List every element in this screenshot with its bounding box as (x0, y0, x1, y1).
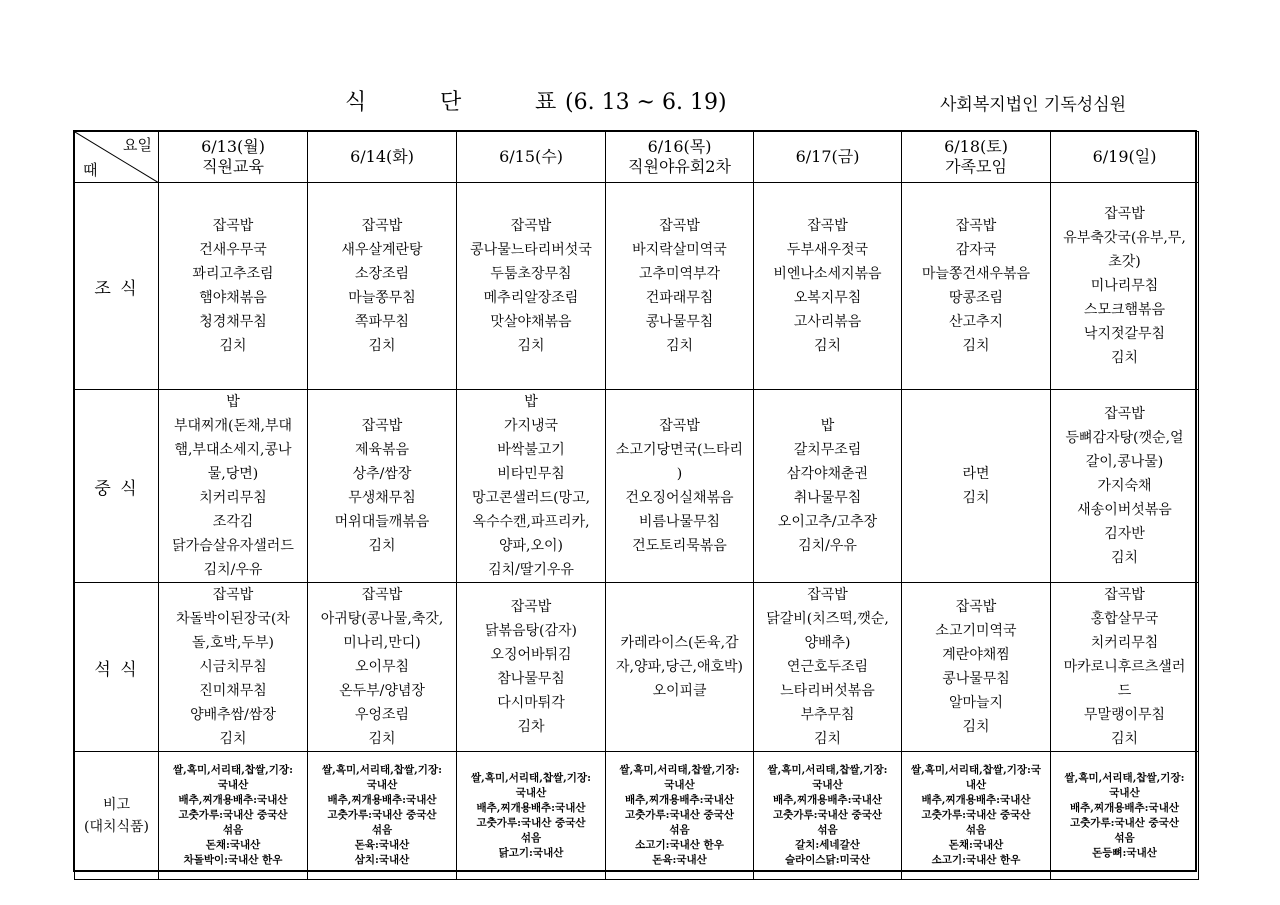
menu-item: 부대찌개(돈채,부대 (173, 418, 293, 434)
menu-item: 비엔나소세지볶음 (773, 266, 882, 282)
menu-item: 땅콩조림 (948, 290, 1004, 306)
note-line: 국내산 (217, 779, 249, 791)
menu-cell-lunch-1 (308, 390, 457, 583)
menu-item: 잡곡밥 (212, 218, 254, 234)
menu-item: 낙지젓갈무침 (1083, 326, 1166, 342)
menu-item: 연근호두조림 (786, 659, 869, 675)
menu-item: 진미채무침 (199, 683, 267, 699)
day-header-1 (308, 132, 457, 183)
note-line: 닭고기:국내산 (498, 846, 564, 859)
menu-item: 등뼈감자탕(깻순,얼 (1065, 430, 1184, 446)
note-line: 고춧가루:국내산 중국산 (921, 809, 1031, 821)
menu-item: 드 (1117, 683, 1132, 699)
menu-item: 머위대들깨볶음 (334, 514, 430, 530)
note-line: 돈채:국내산 (205, 839, 261, 851)
menu-item: 감자국 (955, 242, 997, 258)
note-line: 섞음 (222, 824, 244, 836)
menu-item: 쪽파무침 (354, 314, 410, 330)
menu-item: 무생채무침 (348, 490, 416, 506)
menu-item: 옥수수캔,파프리카, (472, 514, 590, 530)
menu-item: 삼각야채춘권 (786, 466, 869, 482)
day-event: 직원교육 (202, 157, 264, 176)
menu-item: 상추/쌈장 (352, 466, 412, 482)
menu-cell-dinner-2 (457, 583, 606, 752)
menu-item: 시금치무침 (199, 659, 267, 675)
menu-item: 잡곡밥 (361, 418, 403, 434)
note-line: 갈치:세네갈산 (795, 839, 860, 851)
note-line: 쌀,흑미,서리태,찹쌀,기장: (767, 764, 888, 776)
menu-item: 라면 (962, 466, 990, 482)
menu-item: 김치/우유 (203, 562, 263, 578)
meal-row-dinner (75, 583, 1199, 752)
day-date: 6/19(일) (1092, 147, 1157, 166)
menu-cell-breakfast-2 (457, 183, 606, 390)
menu-item: 김치 (219, 338, 247, 354)
menu-item: 취나물무침 (793, 490, 862, 506)
note-line: 고춧가루:국내산 중국산 (178, 809, 288, 821)
day-header-5 (902, 132, 1051, 183)
note-line: 배추,찌개용배추:국내산 (921, 794, 1031, 806)
notes-row (75, 752, 1199, 880)
menu-item: 우엉조림 (354, 707, 410, 723)
note-line: 돈육:국내산 (354, 839, 410, 851)
menu-cell-dinner-3 (606, 583, 754, 752)
note-line: 삼치:국내산 (354, 854, 410, 866)
menu-item: 유부축갓국(유부,무, (1063, 230, 1186, 246)
menu-item: 홍합살무국 (1090, 611, 1159, 627)
menu-item: 소장조림 (354, 266, 410, 282)
menu-cell-dinner-1 (308, 583, 457, 752)
menu-item: 갈이,콩나물) (1085, 454, 1164, 470)
meal-row-lunch (75, 390, 1199, 583)
menu-item: 김치 (368, 731, 396, 747)
menu-item: 무말랭이무침 (1083, 707, 1166, 723)
menu-item: 잡곡밥 (361, 218, 403, 234)
menu-item: 아귀탕(콩나물,축갓, (320, 611, 444, 627)
menu-item: 새우살계란탕 (341, 242, 423, 258)
menu-cell-lunch-2 (457, 390, 606, 583)
menu-item: 돌,호박,두부) (192, 635, 274, 651)
note-line: 고춧가루:국내산 중국산 (625, 809, 734, 821)
menu-item: 두부새우젓국 (786, 242, 869, 258)
menu-item: 두툼초장무침 (490, 266, 572, 282)
note-line: 섞음 (1114, 831, 1135, 844)
note-line: 국내산 (664, 779, 695, 791)
menu-item: 카레라이스(돈육,감 (620, 635, 739, 651)
menu-item: 마카로니후르츠샐러 (1063, 659, 1186, 675)
menu-item: 김치 (1110, 731, 1139, 747)
menu-item: 건파래무침 (645, 290, 714, 306)
note-line: 국내산 (515, 786, 547, 799)
day-event: 가족모임 (945, 157, 1007, 176)
menu-item: 김치 (219, 731, 247, 747)
menu-item: 햄야채볶음 (199, 290, 267, 306)
note-line: 쌀,흑미,서리태,찹쌀,기장:국 (910, 764, 1042, 776)
note-line: 돈채:국내산 (948, 839, 1004, 851)
day-date: 6/17(금) (795, 147, 860, 166)
notes-label: 비고 (102, 796, 131, 813)
notes-label-cell (75, 752, 159, 880)
menu-item: 오징어바튀김 (490, 647, 572, 663)
menu-item: 김치/딸기우유 (488, 562, 574, 578)
menu-item: 초갓) (1108, 254, 1141, 270)
note-line: 배추,찌개용배추:국내산 (1070, 801, 1179, 814)
day-date: 6/14(화) (350, 147, 414, 166)
meal-row-breakfast (75, 183, 1199, 390)
menu-item: 제육볶음 (354, 442, 410, 458)
menu-item: 계란야채찜 (942, 647, 1010, 663)
menu-item: 오이피클 (652, 683, 707, 699)
day-header-6 (1051, 132, 1199, 183)
menu-cell-breakfast-0 (159, 183, 308, 390)
menu-item: 산고추지 (948, 314, 1004, 330)
menu-item: 건도토리묵볶음 (632, 538, 727, 554)
menu-item: 건새우무국 (199, 242, 267, 258)
menu-item: 맛살야채볶음 (490, 314, 572, 330)
menu-item: 밥 (524, 394, 538, 410)
menu-cell-breakfast-4 (754, 183, 902, 390)
title-char-2: 단 (440, 90, 462, 115)
menu-item: 김치 (813, 338, 842, 354)
menu-item: 메추리알장조림 (483, 290, 579, 306)
menu-item: 미나리무침 (1090, 278, 1159, 294)
menu-item: 김치 (368, 538, 396, 554)
menu-item: 고사리볶음 (793, 314, 862, 330)
menu-item: 닭볶음탕(감자) (484, 623, 578, 639)
note-line: 국내산 (812, 779, 843, 791)
menu-item: 양배추) (804, 635, 851, 651)
menu-item: 오이무침 (354, 659, 410, 675)
note-line: 돈등뼈:국내산 (1092, 846, 1157, 859)
day-event: 직원야유회2차 (628, 157, 731, 176)
menu-cell-breakfast-5 (902, 183, 1051, 390)
meal-label-breakfast: 조 식 (75, 183, 159, 390)
menu-item: 잡곡밥 (659, 218, 700, 234)
menu-item: 닭갈비(치즈떡,깻순, (766, 611, 889, 627)
menu-item: ) (676, 466, 683, 482)
menu-item: 김치 (962, 719, 990, 735)
note-line: 쌀,흑미,서리태,찹쌀,기장: (1064, 771, 1185, 784)
menu-item: 김치 (1110, 350, 1139, 366)
note-line: 배추,찌개용배추:국내산 (625, 794, 734, 806)
menu-item: 김치 (813, 731, 842, 747)
menu-item: 가지냉국 (503, 418, 559, 434)
menu-item: 김치 (517, 338, 545, 354)
organization-name: 사회복지법인 기독성심원 (940, 95, 1127, 115)
menu-item: 다시마튀각 (497, 695, 565, 711)
header-row (75, 132, 1199, 183)
menu-cell-breakfast-3 (606, 183, 754, 390)
menu-cell-breakfast-6 (1051, 183, 1199, 390)
menu-cell-breakfast-1 (308, 183, 457, 390)
title-char-3: 표 (535, 90, 557, 115)
note-line: 고춧가루:국내산 중국산 (773, 809, 882, 821)
note-line: 소고기:국내산 한우 (931, 854, 1021, 866)
note-line: 쌀,흑미,서리태,찹쌀,기장: (619, 764, 740, 776)
menu-item: 김자반 (1104, 526, 1145, 542)
menu-cell-dinner-0 (159, 583, 308, 752)
notes-cell-5 (902, 752, 1051, 880)
notes-cell-2 (457, 752, 606, 880)
note-line: 배추,찌개용배추:국내산 (476, 801, 586, 814)
day-date: 6/18(토) (944, 137, 1008, 156)
menu-item: 물,당면) (207, 466, 259, 482)
note-line: 내산 (965, 779, 987, 791)
menu-item: 건오징어실채볶음 (625, 490, 734, 506)
note-line: 차돌박이:국내산 한우 (183, 854, 283, 866)
menu-item: 가지숙채 (1097, 478, 1152, 494)
menu-item: 차돌박이된장국(차 (176, 611, 290, 627)
menu-item: 김치 (962, 490, 990, 506)
menu-item: 햄,부대소세지,콩나 (174, 442, 292, 458)
menu-item: 비름나물무침 (638, 514, 721, 530)
note-line: 쌀,흑미,서리태,찹쌀,기장: (322, 764, 442, 776)
menu-item: 꽈리고추조림 (192, 266, 274, 282)
menu-item: 잡곡밥 (1104, 406, 1145, 422)
note-line: 섞음 (817, 824, 838, 836)
note-line: 쌀,흑미,서리태,찹쌀,기장: (471, 771, 591, 784)
menu-cell-dinner-4 (754, 583, 902, 752)
title-date-range: (6. 13 ~ 6. 19) (565, 90, 727, 115)
note-line: 국내산 (366, 779, 398, 791)
menu-item: 잡곡밥 (807, 587, 848, 603)
note-line: 고춧가루:국내산 중국산 (327, 809, 437, 821)
menu-item: 마늘쫑무침 (348, 290, 416, 306)
day-header-2 (457, 132, 606, 183)
menu-item: 잡곡밥 (807, 218, 848, 234)
menu-item: 참나물무침 (497, 671, 565, 687)
menu-item: 망고콘샐러드(망고, (471, 490, 591, 506)
menu-item: 김치 (368, 338, 396, 354)
menu-item: 자,양파,당근,애호박) (615, 659, 743, 675)
page-title (345, 85, 727, 116)
menu-item: 콩나물느타리버섯국 (470, 242, 592, 258)
menu-item: 밥 (820, 418, 835, 434)
menu-item: 잡곡밥 (955, 599, 997, 615)
menu-cell-dinner-5 (902, 583, 1051, 752)
day-date: 6/15(수) (499, 147, 563, 166)
note-line: 섞음 (371, 824, 393, 836)
menu-cell-lunch-6 (1051, 390, 1199, 583)
menu-item: 온두부/양념장 (339, 683, 425, 699)
menu-item: 잡곡밥 (212, 587, 254, 603)
notes-label-sub: (대치식품) (83, 818, 150, 835)
meal-label-dinner: 석 식 (75, 583, 159, 752)
menu-item: 잡곡밥 (361, 587, 403, 603)
note-line: 돈육:국내산 (652, 854, 707, 866)
notes-cell-0 (159, 752, 308, 880)
menu-item: 치커리무침 (1090, 635, 1159, 651)
corner-day-label: 요일 (123, 136, 152, 154)
notes-cell-3 (606, 752, 754, 880)
menu-item: 느타리버섯볶음 (780, 683, 875, 699)
menu-cell-lunch-4 (754, 390, 902, 583)
menu-item: 김치 (962, 338, 990, 354)
menu-item: 바지락살미역국 (632, 242, 727, 258)
note-line: 배추,찌개용배추:국내산 (178, 794, 288, 806)
menu-item: 스모크햄볶음 (1083, 302, 1166, 318)
notes-cell-4 (754, 752, 902, 880)
menu-item: 조각김 (212, 514, 254, 530)
menu-table (74, 131, 1199, 880)
note-line: 쌀,흑미,서리태,찹쌀,기장: (173, 764, 293, 776)
menu-item: 잡곡밥 (510, 599, 552, 615)
corner-meal-label: 때 (83, 161, 98, 179)
menu-item: 잡곡밥 (955, 218, 997, 234)
menu-item: 부추무침 (800, 707, 855, 723)
menu-item: 잡곡밥 (1104, 587, 1145, 603)
notes-cell-6 (1051, 752, 1199, 880)
menu-item: 바싹불고기 (497, 442, 565, 458)
day-header-3 (606, 132, 754, 183)
menu-item: 김차 (517, 719, 545, 735)
note-line: 배추,찌개용배추:국내산 (773, 794, 882, 806)
menu-cell-lunch-0 (159, 390, 308, 583)
menu-item: 마늘쫑건새우볶음 (921, 266, 1031, 282)
notes-cell-1 (308, 752, 457, 880)
menu-item: 소고기당면국(느타리 (615, 442, 744, 458)
meal-label-lunch: 중 식 (75, 390, 159, 583)
menu-item: 오복지무침 (793, 290, 862, 306)
menu-item: 고추미역부각 (638, 266, 721, 282)
menu-item: 김치/우유 (798, 538, 857, 554)
menu-item: 닭가슴살유자샐러드 (172, 538, 294, 554)
menu-item: 비타민무침 (497, 466, 565, 482)
menu-item: 양배추쌈/쌈장 (190, 707, 276, 723)
corner-cell (75, 132, 159, 183)
menu-item: 새송이버섯볶음 (1077, 502, 1172, 518)
day-header-0 (159, 132, 308, 183)
menu-item: 갈치무조림 (793, 442, 862, 458)
menu-item: 콩나물무침 (645, 314, 714, 330)
menu-item: 잡곡밥 (510, 218, 552, 234)
menu-item: 청경채무침 (199, 314, 267, 330)
menu-cell-lunch-5 (902, 390, 1051, 583)
day-date: 6/13(월) (201, 137, 265, 156)
menu-item: 양파,오이) (498, 538, 563, 554)
menu-item: 잡곡밥 (1104, 206, 1145, 222)
note-line: 슬라이스닭:미국산 (784, 854, 871, 866)
menu-item: 소고기미역국 (935, 623, 1017, 639)
menu-item: 알마늘지 (948, 695, 1004, 711)
menu-item: 밥 (226, 394, 240, 410)
day-date: 6/16(목) (647, 137, 712, 156)
note-line: 고춧가루:국내산 중국산 (1070, 816, 1179, 829)
menu-item: 김치 (1110, 550, 1139, 566)
note-line: 소고기:국내산 한우 (635, 839, 724, 851)
menu-cell-dinner-6 (1051, 583, 1199, 752)
menu-item: 치커리무침 (199, 490, 267, 506)
note-line: 배추,찌개용배추:국내산 (327, 794, 437, 806)
title-char-1: 식 (345, 90, 367, 115)
menu-cell-lunch-3 (606, 390, 754, 583)
note-line: 섞음 (965, 824, 987, 836)
menu-item: 오이고추/고추장 (777, 514, 878, 530)
note-line: 국내산 (1109, 786, 1140, 799)
note-line: 섞음 (669, 824, 690, 836)
menu-item: 잡곡밥 (659, 418, 700, 434)
menu-item: 콩나물무침 (942, 671, 1010, 687)
day-header-4 (754, 132, 902, 183)
menu-item: 김치 (665, 338, 694, 354)
note-line: 고춧가루:국내산 중국산 (476, 816, 586, 829)
note-line: 섞음 (520, 831, 542, 844)
menu-item: 미나리,만디) (343, 635, 421, 651)
